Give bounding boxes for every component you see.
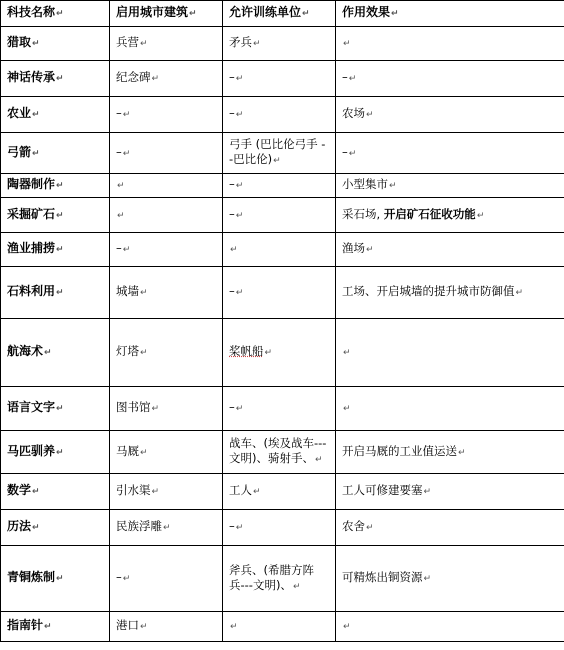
cell-unit-text: – [229, 106, 235, 120]
paragraph-mark-icon: ↵ [515, 288, 524, 298]
cell-tech-text: 语言文字 [7, 400, 56, 414]
paragraph-mark-icon: ↵ [56, 574, 64, 584]
cell-unit [223, 431, 336, 474]
cell-effect-text: 渔场 [342, 241, 365, 255]
cell-unit [223, 198, 336, 233]
paragraph-mark-icon: ↵ [273, 156, 281, 166]
cell-tech-text: 神话传承 [7, 70, 56, 84]
paragraph-mark-icon: ↵ [292, 581, 301, 592]
cell-tech-text: 石料利用 [7, 284, 56, 298]
paragraph-mark-icon: ↵ [32, 148, 40, 159]
paragraph-mark-icon: ↵ [140, 39, 148, 49]
cell-effect-text: 小型集市 [342, 177, 388, 191]
cell-effect-text: 工人可修建要塞 [342, 483, 423, 497]
cell-building-text: 城墙 [116, 284, 139, 298]
cell-unit [223, 174, 336, 198]
table-row [1, 133, 564, 174]
cell-unit [223, 61, 336, 97]
paragraph-mark-icon: ↵ [56, 288, 64, 298]
cell-building-text: 引水渠 [116, 483, 151, 497]
table-row [1, 546, 564, 612]
cell-effect-text: – [342, 144, 348, 159]
paragraph-mark-icon: ↵ [56, 181, 64, 191]
cell-effect [336, 546, 564, 612]
table-row [1, 174, 564, 198]
table-row [1, 97, 564, 133]
cell-building [110, 510, 223, 546]
cell-effect-text: 可精炼出铜资源 [342, 570, 423, 584]
cell-building [110, 431, 223, 474]
cell-effect-text: 工场、开启城墙的提升城市防御值 [342, 284, 515, 298]
cell-unit [223, 97, 336, 133]
paragraph-mark-icon: ↵ [343, 348, 351, 358]
paragraph-mark-icon: ↵ [235, 210, 244, 221]
paragraph-mark-icon: ↵ [117, 210, 125, 221]
cell-tech [1, 198, 110, 233]
cell-unit [223, 612, 336, 642]
paragraph-mark-icon: ↵ [56, 74, 64, 84]
header-building: 启用城市建筑↵ [110, 1, 223, 27]
paragraph-mark-icon: ↵ [32, 487, 40, 497]
paragraph-mark-icon: ↵ [117, 181, 125, 191]
cell-tech-text: 陶器制作 [7, 177, 56, 191]
paragraph-mark-icon: ↵ [56, 447, 64, 458]
table-row [1, 319, 564, 387]
cell-effect-bold: 开启矿石征收功能 [383, 206, 476, 221]
cell-tech-text: 历法 [7, 519, 32, 533]
cell-unit-text: 斧兵、(希腊方阵兵---文明)、 [229, 562, 314, 592]
cell-tech [1, 27, 110, 61]
paragraph-mark-icon: ↵ [140, 348, 148, 358]
cell-tech-text: 猎取 [7, 35, 32, 49]
cell-tech-text: 马匹驯养 [7, 443, 56, 458]
paragraph-mark-icon: ↵ [423, 574, 432, 584]
paragraph-mark-icon: ↵ [56, 210, 64, 221]
paragraph-mark-icon: ↵ [348, 148, 357, 159]
cell-effect-text: 开启马厩的工业值运送 [342, 443, 457, 458]
cell-building [110, 474, 223, 510]
cell-unit-text: – [229, 519, 235, 533]
paragraph-mark-icon: ↵ [423, 487, 432, 497]
cell-building [110, 267, 223, 319]
paragraph-mark-icon: ↵ [122, 148, 131, 159]
cell-unit-text: – [229, 177, 235, 191]
cell-tech-text: 指南针 [7, 618, 44, 632]
cell-building-text: 灯塔 [116, 344, 139, 358]
table-row [1, 612, 564, 642]
cell-unit [223, 233, 336, 267]
cell-tech [1, 387, 110, 431]
paragraph-mark-icon: ↵ [389, 181, 397, 191]
cell-tech-text: 航海术 [7, 344, 44, 358]
cell-effect [336, 431, 564, 474]
cell-effect [336, 27, 564, 61]
cell-unit-text: 桨帆船 [229, 344, 264, 358]
cell-effect-text: – [342, 70, 348, 84]
cell-building-text: – [116, 570, 122, 584]
cell-building [110, 198, 223, 233]
paragraph-mark-icon: ↵ [32, 39, 40, 49]
cell-building-text: 图书馆 [116, 400, 151, 414]
cell-building-text: 马厩 [116, 443, 139, 458]
paragraph-mark-icon: ↵ [44, 348, 52, 358]
cell-unit-text: 矛兵 [229, 35, 252, 49]
cell-tech [1, 431, 110, 474]
paragraph-mark-icon: ↵ [366, 245, 374, 255]
cell-building-text: – [116, 144, 122, 159]
cell-effect [336, 133, 564, 174]
paragraph-mark-icon: ↵ [366, 523, 374, 533]
cell-tech [1, 133, 110, 174]
cell-unit-text: 弓手 (巴比伦弓手 --巴比伦) [229, 137, 326, 166]
cell-building-text: 兵营 [116, 35, 139, 49]
paragraph-mark-icon: ↵ [140, 447, 148, 458]
paragraph-mark-icon: ↵ [235, 404, 244, 414]
cell-tech [1, 319, 110, 387]
cell-unit-text: – [229, 400, 235, 414]
paragraph-mark-icon: ↵ [343, 39, 351, 49]
paragraph-mark-icon: ↵ [253, 39, 261, 49]
cell-building [110, 387, 223, 431]
paragraph-mark-icon: ↵ [458, 447, 466, 458]
paragraph-mark-icon: ↵ [56, 404, 64, 414]
paragraph-mark-icon: ↵ [230, 622, 238, 632]
paragraph-mark-icon: ↵ [235, 181, 244, 191]
paragraph-mark-icon: ↵ [348, 74, 357, 84]
cell-tech-text: 青铜炼制 [7, 570, 56, 584]
cell-effect-text: 农舍 [342, 519, 365, 533]
paragraph-mark-icon: ↵ [163, 523, 171, 533]
paragraph-mark-icon: ↵ [122, 245, 131, 255]
cell-tech [1, 61, 110, 97]
paragraph-mark-icon: ↵ [32, 110, 40, 120]
header-row [1, 1, 564, 27]
cell-unit [223, 319, 336, 387]
cell-unit [223, 267, 336, 319]
paragraph-mark-icon: ↵ [253, 487, 261, 497]
cell-tech [1, 267, 110, 319]
cell-unit [223, 546, 336, 612]
paragraph-mark-icon: ↵ [151, 487, 160, 497]
cell-tech-text: 采掘矿石 [7, 206, 56, 221]
cell-effect [336, 97, 564, 133]
table-row [1, 198, 564, 233]
paragraph-mark-icon: ↵ [235, 74, 244, 84]
cell-tech [1, 97, 110, 133]
table-row [1, 233, 564, 267]
cell-tech [1, 510, 110, 546]
paragraph-mark-icon: ↵ [235, 523, 244, 533]
cell-tech [1, 174, 110, 198]
cell-unit [223, 133, 336, 174]
cell-effect [336, 510, 564, 546]
table-row [1, 267, 564, 319]
cell-building [110, 546, 223, 612]
paragraph-mark-icon: ↵ [235, 110, 244, 120]
paragraph-mark-icon: ↵ [230, 245, 238, 255]
paragraph-mark-icon: ↵ [151, 404, 160, 414]
paragraph-mark-icon: ↵ [264, 348, 273, 358]
cell-unit-text: 工人 [229, 483, 252, 497]
paragraph-mark-icon: ↵ [122, 574, 131, 584]
cell-effect [336, 174, 564, 198]
cell-tech-text: 数学 [7, 483, 32, 497]
cell-building [110, 612, 223, 642]
paragraph-mark-icon: ↵ [366, 110, 374, 120]
cell-effect [336, 267, 564, 319]
cell-building-text: 民族浮雕 [116, 519, 162, 533]
cell-tech-text: 渔业捕捞 [7, 241, 56, 255]
cell-building [110, 27, 223, 61]
cell-tech-text: 弓箭 [7, 144, 32, 159]
cell-effect [336, 612, 564, 642]
header-effect: 作用效果↵ [336, 1, 564, 27]
table-row [1, 61, 564, 97]
paragraph-mark-icon: ↵ [235, 288, 244, 298]
cell-unit-text: – [229, 70, 235, 84]
paragraph-mark-icon: ↵ [343, 404, 351, 414]
cell-effect [336, 198, 564, 233]
paragraph-mark-icon: ↵ [315, 455, 323, 465]
cell-tech [1, 612, 110, 642]
paragraph-mark-icon: ↵ [44, 622, 52, 632]
cell-unit [223, 27, 336, 61]
paragraph-mark-icon: ↵ [56, 245, 64, 255]
paragraph-mark-icon: ↵ [140, 288, 148, 298]
table-body [1, 27, 564, 642]
cell-building-text: 港口 [116, 618, 139, 632]
cell-building [110, 319, 223, 387]
cell-building-text: 纪念碑 [116, 70, 151, 84]
table-row [1, 431, 564, 474]
cell-effect-text: 采石场, [342, 206, 384, 221]
cell-building [110, 174, 223, 198]
cell-building [110, 97, 223, 133]
cell-tech [1, 233, 110, 267]
cell-unit [223, 387, 336, 431]
header-unit: 允许训练单位↵ [223, 1, 336, 27]
paragraph-mark-icon: ↵ [32, 523, 40, 533]
cell-effect-text: 农场 [342, 106, 365, 120]
paragraph-mark-icon: ↵ [151, 74, 160, 84]
paragraph-mark-icon: ↵ [122, 110, 131, 120]
cell-unit-text: 战车、(埃及战车---文明)、骑射手、 [229, 436, 327, 465]
cell-effect [336, 319, 564, 387]
cell-unit [223, 474, 336, 510]
cell-effect [336, 474, 564, 510]
cell-tech [1, 546, 110, 612]
cell-building-text: – [116, 106, 122, 120]
cell-tech [1, 474, 110, 510]
cell-building [110, 133, 223, 174]
table-row [1, 474, 564, 510]
cell-effect [336, 233, 564, 267]
paragraph-mark-icon: ↵ [343, 622, 351, 632]
cell-unit-text: – [229, 284, 235, 298]
cell-unit-text: – [229, 206, 235, 221]
table-row [1, 510, 564, 546]
cell-building [110, 61, 223, 97]
cell-building [110, 233, 223, 267]
cell-unit [223, 510, 336, 546]
table-row [1, 27, 564, 61]
cell-tech-text: 农业 [7, 106, 32, 120]
paragraph-mark-icon: ↵ [140, 622, 148, 632]
cell-effect [336, 61, 564, 97]
paragraph-mark-icon: ↵ [476, 210, 485, 221]
cell-building-text: – [116, 241, 122, 255]
table-row [1, 387, 564, 431]
header-tech: 科技名称↵ [1, 1, 110, 27]
cell-effect [336, 387, 564, 431]
